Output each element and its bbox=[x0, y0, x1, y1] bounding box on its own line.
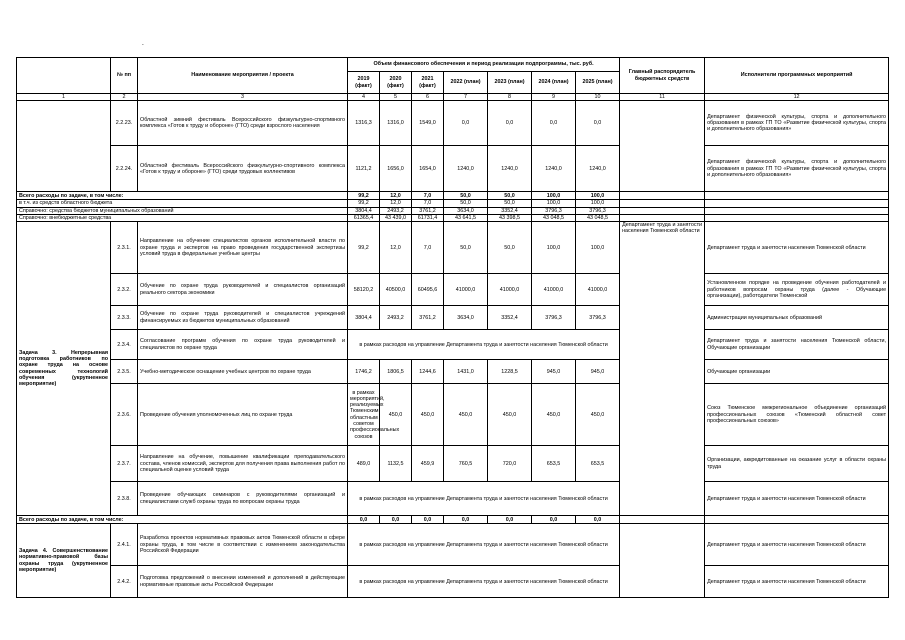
col-number: 10 bbox=[576, 94, 620, 101]
row-name: Направление на обучение, повышение квалификации преподавательского состава, членов комиссий, экспертов для получения права выполнения работ по специальной оценке условий труда bbox=[138, 446, 348, 482]
header-year: 2021 (факт) bbox=[412, 72, 444, 94]
value-cell: 0,0 bbox=[532, 101, 576, 146]
total-row bbox=[17, 516, 889, 524]
total-value: 99,2 bbox=[348, 200, 380, 207]
value-cell: 3352,4 bbox=[488, 306, 532, 330]
total-value: 12,0 bbox=[380, 192, 412, 200]
header-name: Наименование мероприятия / проекта bbox=[138, 58, 348, 94]
value-cell: 1244,6 bbox=[412, 360, 444, 384]
blank-cell bbox=[620, 207, 705, 214]
value-cell: 450,0 bbox=[488, 384, 532, 446]
blank-cell bbox=[620, 200, 705, 207]
table-row bbox=[17, 306, 889, 330]
value-cell: 1431,0 bbox=[444, 360, 488, 384]
total-value: 50,0 bbox=[488, 192, 532, 200]
task-3-label: Задача 3. Непрерывная подготовка работников по охране труда на основе современных технологий обучения (укрупненное мероприятие) bbox=[17, 222, 111, 516]
executor-cell: Департамент труда и занятости населения Тюменской области bbox=[705, 566, 889, 598]
total-value: 100,0 bbox=[576, 192, 620, 200]
task-cell-blank bbox=[17, 101, 111, 192]
col-number: 1 bbox=[17, 94, 111, 101]
table-row bbox=[17, 524, 889, 566]
total-label: в т.ч. из средств областного бюджета bbox=[17, 200, 348, 207]
table-row bbox=[17, 482, 889, 516]
value-cell: 1240,0 bbox=[576, 146, 620, 192]
executor-cell: Департамент труда и занятости населения Тюменской области bbox=[705, 482, 889, 516]
total-row bbox=[17, 207, 889, 214]
executor-cell: Департамент физической культуры, спорта и дополнительного образования в рамках ГП ТО «Развитие физической культуры, спорта и дополнительного образования» bbox=[705, 101, 889, 146]
value-cell: 0,0 bbox=[576, 101, 620, 146]
executor-cell: Департамент труда и занятости населения Тюменской области bbox=[705, 222, 889, 274]
total-value: 99,2 bbox=[348, 192, 380, 200]
total-value: 100,0 bbox=[532, 200, 576, 207]
col-number: 3 bbox=[138, 94, 348, 101]
value-cell: 3796,3 bbox=[532, 306, 576, 330]
col-number: 11 bbox=[620, 94, 705, 101]
task-4-label: Задача 4. Совершенствование нормативно-правовой базы охраны труда (укрупненное мероприятие) bbox=[17, 524, 111, 598]
value-cell: 450,0 bbox=[576, 384, 620, 446]
total-value: 3761,2 bbox=[412, 207, 444, 214]
table-row bbox=[17, 330, 889, 360]
col-number: 4 bbox=[348, 94, 380, 101]
value-cell: 3634,0 bbox=[444, 306, 488, 330]
total-value: 0,0 bbox=[532, 516, 576, 524]
row-num: 2.2.23. bbox=[111, 101, 138, 146]
value-cell: 1806,5 bbox=[380, 360, 412, 384]
total-label: Всего расходы по задаче, в том числе: bbox=[17, 516, 348, 524]
row-name: Проведение обучающих семинаров с руководителями организаций и специалистами служб охраны труда по вопросам охраны труда bbox=[138, 482, 348, 516]
row-num: 2.3.1. bbox=[111, 222, 138, 274]
row-name: Обучение по охране труда руководителей и специалистов организаций реального сектора экономики bbox=[138, 274, 348, 306]
blank-cell bbox=[620, 214, 705, 221]
value-cell: 60495,6 bbox=[412, 274, 444, 306]
value-cell: 450,0 bbox=[444, 384, 488, 446]
in-frame-note: в рамках расходов на управление Департамента труда и занятости населения Тюменской области bbox=[348, 566, 620, 598]
total-row bbox=[17, 214, 889, 221]
blank-cell bbox=[705, 207, 889, 214]
value-cell: 3761,2 bbox=[412, 306, 444, 330]
program-table bbox=[16, 57, 889, 598]
total-value: 0,0 bbox=[576, 516, 620, 524]
value-cell: 1121,2 bbox=[348, 146, 380, 192]
col-number: 8 bbox=[488, 94, 532, 101]
row-num: 2.3.5. bbox=[111, 360, 138, 384]
value-cell: 2493,2 bbox=[380, 306, 412, 330]
row-num: 2.4.2. bbox=[111, 566, 138, 598]
value-cell: 0,0 bbox=[444, 101, 488, 146]
blank-cell bbox=[705, 200, 889, 207]
executor-cell: Организации, аккредитованные на оказание услуг в области охраны труда bbox=[705, 446, 889, 482]
executor-cell: Обучающие организации bbox=[705, 360, 889, 384]
total-value: 100,0 bbox=[532, 192, 576, 200]
header-year: 2023 (план) bbox=[488, 72, 532, 94]
header-finance: Объем финансового обеспечения и период реализации подпрограммы, тыс. руб. bbox=[348, 58, 620, 72]
total-value: 3796,3 bbox=[576, 207, 620, 214]
in-frame-note: в рамках расходов на управление Департамента труда и занятости населения Тюменской области bbox=[348, 524, 620, 566]
value-cell: 653,5 bbox=[576, 446, 620, 482]
table-row bbox=[17, 101, 889, 146]
value-cell: 41000,0 bbox=[488, 274, 532, 306]
value-cell: 58120,2 bbox=[348, 274, 380, 306]
value-cell: 50,0 bbox=[488, 222, 532, 274]
value-cell: в рамках мероприятий, реализуемых Тюменским областным советом профессиональных союзов bbox=[348, 384, 380, 446]
total-row bbox=[17, 192, 889, 200]
value-cell: 40500,0 bbox=[380, 274, 412, 306]
total-value: 3796,3 bbox=[532, 207, 576, 214]
manager-blank bbox=[620, 101, 705, 192]
table-row bbox=[17, 274, 889, 306]
total-value: 0,0 bbox=[348, 516, 380, 524]
blank-cell bbox=[620, 192, 705, 200]
value-cell: 945,0 bbox=[576, 360, 620, 384]
total-value: 100,0 bbox=[576, 200, 620, 207]
executor-cell: Администрации муниципальных образований bbox=[705, 306, 889, 330]
total-value: 2493,2 bbox=[380, 207, 412, 214]
row-num: 2.3.2. bbox=[111, 274, 138, 306]
value-cell: 99,2 bbox=[348, 222, 380, 274]
value-cell: 1549,0 bbox=[412, 101, 444, 146]
row-name: Областной зимний фестиваль Всероссийского физкультурно-спортивного комплекса «Готов к труду и обороне» (ГТО) среди взрослого населения bbox=[138, 101, 348, 146]
col-number: 9 bbox=[532, 94, 576, 101]
total-value: 61365,4 bbox=[348, 214, 380, 221]
value-cell: 12,0 bbox=[380, 222, 412, 274]
table-row bbox=[17, 146, 889, 192]
value-cell: 945,0 bbox=[532, 360, 576, 384]
in-frame-note: в рамках расходов на управление Департамента труда и занятости населения Тюменской области bbox=[348, 330, 620, 360]
col-number: 5 bbox=[380, 94, 412, 101]
document-page bbox=[16, 57, 888, 598]
blank-cell bbox=[620, 516, 705, 524]
col-number: 6 bbox=[412, 94, 444, 101]
value-cell: 760,5 bbox=[444, 446, 488, 482]
manager-blank bbox=[620, 524, 705, 598]
header-executors: Исполнители программных мероприятий bbox=[705, 58, 889, 94]
total-value: 0,0 bbox=[412, 516, 444, 524]
total-value: 43 048,5 bbox=[532, 214, 576, 221]
in-frame-note: в рамках расходов на управление Департамента труда и занятости населения Тюменской области bbox=[348, 482, 620, 516]
total-label: Всего расходы по задаче, в том числе: bbox=[17, 192, 348, 200]
total-value: 7,0 bbox=[412, 200, 444, 207]
value-cell: 450,0 bbox=[412, 384, 444, 446]
blank-cell bbox=[705, 192, 889, 200]
total-value: 43 398,5 bbox=[488, 214, 532, 221]
value-cell: 450,0 bbox=[380, 384, 412, 446]
value-cell: 1656,0 bbox=[380, 146, 412, 192]
executor-cell: Департамент физической культуры, спорта и дополнительного образования в рамках ГП ТО «Развитие физической культуры, спорта и дополнительного образования» bbox=[705, 146, 889, 192]
row-name: Областной фестиваль Всероссийского физкультурно-спортивного комплекса «Готов к труду и обороне» (ГТО) среди трудовых коллективов bbox=[138, 146, 348, 192]
table-row bbox=[17, 446, 889, 482]
value-cell: 7,0 bbox=[412, 222, 444, 274]
executor-cell: Департамент труда и занятости населения Тюменской области, Обучающие организации bbox=[705, 330, 889, 360]
value-cell: 3796,3 bbox=[576, 306, 620, 330]
value-cell: 1132,5 bbox=[380, 446, 412, 482]
header-year: 2019 (факт) bbox=[348, 72, 380, 94]
row-num: 2.2.24. bbox=[111, 146, 138, 192]
row-name: Разработка проектов нормативных правовых актов Тюменской области в сфере охраны труда, в том числе в соответствии с изменением законодательства Российской Федерации bbox=[138, 524, 348, 566]
executor-cell: Установленном порядке на проведение обучения работодателей и работников вопросам охраны труда (далее - Обучающие организации), работодатели Тюменской bbox=[705, 274, 889, 306]
value-cell: 100,0 bbox=[576, 222, 620, 274]
table-row bbox=[17, 384, 889, 446]
table-row bbox=[17, 360, 889, 384]
total-value: 0,0 bbox=[380, 516, 412, 524]
total-value: 50,0 bbox=[488, 200, 532, 207]
page-mark: - bbox=[142, 42, 144, 48]
total-value: 43 439,0 bbox=[380, 214, 412, 221]
total-value: 0,0 bbox=[444, 516, 488, 524]
row-name: Проведение обучения уполномоченных лиц по охране труда bbox=[138, 384, 348, 446]
total-value: 3804,4 bbox=[348, 207, 380, 214]
value-cell: 489,0 bbox=[348, 446, 380, 482]
row-name: Направление на обучение специалистов органов исполнительной власти по охране труда и экспертов на право проведения государственной экспертизы условий труда в федеральные учебные центры bbox=[138, 222, 348, 274]
total-label: Справочно: внебюджетные средства bbox=[17, 214, 348, 221]
executor-cell: Департамент труда и занятости населения Тюменской области bbox=[705, 524, 889, 566]
row-num: 2.4.1. bbox=[111, 524, 138, 566]
value-cell: 100,0 bbox=[532, 222, 576, 274]
row-num: 2.3.8. bbox=[111, 482, 138, 516]
value-cell: 459,9 bbox=[412, 446, 444, 482]
value-cell: 3804,4 bbox=[348, 306, 380, 330]
total-value: 7,0 bbox=[412, 192, 444, 200]
total-value: 43 048,5 bbox=[576, 214, 620, 221]
total-value: 50,0 bbox=[444, 192, 488, 200]
value-cell: 1316,0 bbox=[380, 101, 412, 146]
table-row bbox=[17, 566, 889, 598]
col-number: 12 bbox=[705, 94, 889, 101]
total-value: 61731,4 bbox=[412, 214, 444, 221]
value-cell: 41000,0 bbox=[444, 274, 488, 306]
header-year: 2022 (план) bbox=[444, 72, 488, 94]
row-name: Согласование программ обучения по охране труда руководителей и специалистов по охране труда bbox=[138, 330, 348, 360]
header-year: 2020 (факт) bbox=[380, 72, 412, 94]
blank-cell bbox=[705, 516, 889, 524]
header-manager: Главный распорядитель бюджетных средств bbox=[620, 58, 705, 94]
total-value: 12,0 bbox=[380, 200, 412, 207]
total-value: 50,0 bbox=[444, 200, 488, 207]
value-cell: 653,5 bbox=[532, 446, 576, 482]
total-value: 43 641,5 bbox=[444, 214, 488, 221]
value-cell: 1228,5 bbox=[488, 360, 532, 384]
row-num: 2.3.7. bbox=[111, 446, 138, 482]
col-number: 2 bbox=[111, 94, 138, 101]
value-cell: 1746,2 bbox=[348, 360, 380, 384]
manager-cell: Департамент труда и занятости населения Тюменской области bbox=[620, 222, 705, 516]
value-cell: 1240,0 bbox=[488, 146, 532, 192]
row-name: Обучение по охране труда руководителей и специалистов учреждений финансируемых из бюджетов муниципальных образований bbox=[138, 306, 348, 330]
total-row bbox=[17, 200, 889, 207]
row-num: 2.3.6. bbox=[111, 384, 138, 446]
value-cell: 41000,0 bbox=[532, 274, 576, 306]
total-value: 3634,0 bbox=[444, 207, 488, 214]
total-label: Справочно: средства бюджетов муниципальных образований bbox=[17, 207, 348, 214]
total-value: 3352,4 bbox=[488, 207, 532, 214]
value-cell: 50,0 bbox=[444, 222, 488, 274]
value-cell: 41000,0 bbox=[576, 274, 620, 306]
row-name: Учебно-методическое оснащение учебных центров по охране труда bbox=[138, 360, 348, 384]
table-row bbox=[17, 222, 889, 274]
value-cell: 1240,0 bbox=[444, 146, 488, 192]
executor-cell: Союз Тюменское межрегиональное объединение организаций профессиональных союзов «Тюменский областной совет профессиональных союзов» bbox=[705, 384, 889, 446]
value-cell: 720,0 bbox=[488, 446, 532, 482]
value-cell: 1654,0 bbox=[412, 146, 444, 192]
row-num: 2.3.3. bbox=[111, 306, 138, 330]
row-name: Подготовка предложений о внесении изменений и дополнений в действующие нормативные правовые акты Российской Федерации bbox=[138, 566, 348, 598]
value-cell: 450,0 bbox=[532, 384, 576, 446]
value-cell: 0,0 bbox=[488, 101, 532, 146]
header-year: 2024 (план) bbox=[532, 72, 576, 94]
header-blank bbox=[17, 58, 111, 94]
row-num: 2.3.4. bbox=[111, 330, 138, 360]
col-number: 7 bbox=[444, 94, 488, 101]
value-cell: 1316,3 bbox=[348, 101, 380, 146]
value-cell: 1240,0 bbox=[532, 146, 576, 192]
header-year: 2025 (план) bbox=[576, 72, 620, 94]
blank-cell bbox=[705, 214, 889, 221]
total-value: 0,0 bbox=[488, 516, 532, 524]
header-num: № пп bbox=[111, 58, 138, 94]
